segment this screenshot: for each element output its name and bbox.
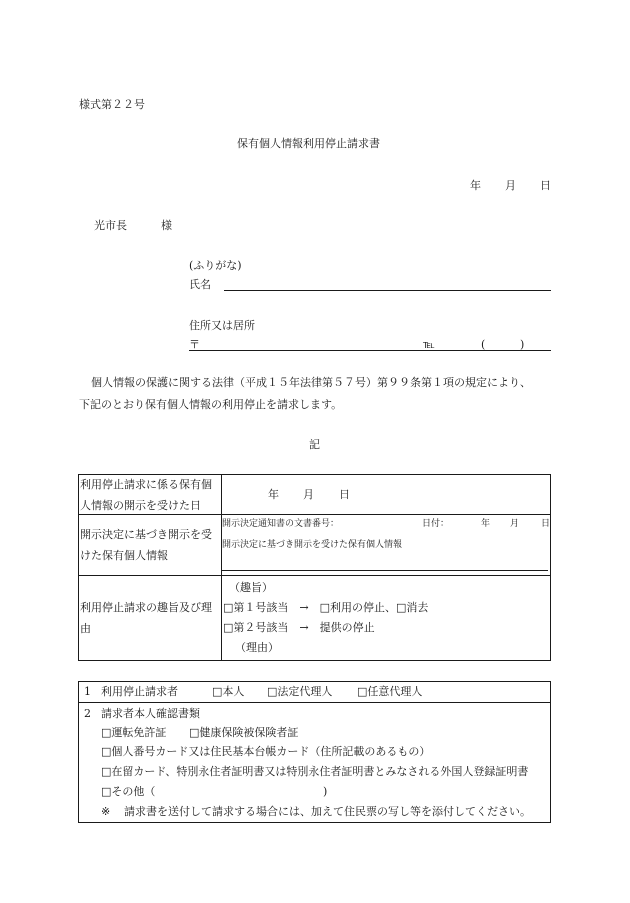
- address-field-line[interactable]: [189, 350, 551, 351]
- row1-label: 利用停止請求に係る保有個人情報の開示を受けた日: [80, 478, 212, 512]
- row2-day: 日: [541, 519, 551, 529]
- row2-date-label: 日付：: [422, 519, 450, 529]
- applicant-table-row-line: [78, 702, 551, 703]
- row3-riyu: （理由）: [235, 641, 279, 654]
- row2-year: 年: [481, 519, 491, 529]
- name-label: 氏名: [189, 278, 211, 291]
- t2-row1-label: 利用停止請求者: [101, 685, 178, 698]
- tel-paren-open: (: [481, 338, 486, 351]
- doc-option-other[interactable]: □その他（: [101, 785, 156, 798]
- note-mark: ※: [101, 805, 111, 818]
- requester-option-self[interactable]: □本人: [212, 685, 245, 698]
- doc-option-other-close: ): [323, 785, 328, 798]
- doc-option-mynumber[interactable]: □個人番号カード又は住民基本台帳カード（住所記載のあるもの）: [101, 745, 431, 758]
- postal-mark: 〒: [189, 338, 200, 351]
- date-month-label: 月: [505, 179, 516, 192]
- addressee-honorific: 様: [161, 219, 172, 232]
- t2-row2-label: 請求者本人確認書類: [101, 707, 200, 720]
- tel-label: ℡: [423, 338, 435, 351]
- row3-label: 利用停止請求の趣旨及び理由: [80, 601, 212, 635]
- row1-day: 日: [339, 488, 350, 501]
- t2-row2-num: 2: [84, 707, 91, 720]
- detail-table-row-line-2: [78, 575, 551, 576]
- address-label: 住所又は居所: [189, 319, 255, 332]
- furigana-label: (ふりがな): [189, 259, 242, 272]
- row1-year: 年: [268, 488, 279, 501]
- doc-option-residence-card[interactable]: □在留カード、特別永住者証明書又は特別永住者証明書とみなされる外国人登録証明書: [101, 765, 529, 778]
- doc-option-license[interactable]: □運転免許証: [101, 726, 167, 739]
- note-text: 請求書を送付して請求する場合には、加えて住民票の写し等を添付してください。: [124, 805, 531, 818]
- form-number: 様式第２２号: [79, 98, 145, 111]
- row1-month: 月: [303, 488, 314, 501]
- addressee: 光市長: [94, 219, 127, 232]
- row2-info-field-line[interactable]: [222, 570, 548, 571]
- row2-label: 開示決定に基づき開示を受けた保有個人情報: [80, 528, 212, 562]
- body-line-2: 下記のとおり保有個人情報の利用停止を請求します。: [79, 398, 343, 411]
- row2-docnum-label: 開示決定通知書の文書番号：: [222, 519, 340, 529]
- row3-item-2[interactable]: □第２号該当 → 提供の停止: [223, 621, 375, 634]
- t2-row1-num: 1: [84, 685, 91, 698]
- row3-item-1[interactable]: □第１号該当 → □利用の停止、□消去: [223, 601, 429, 614]
- date-day-label: 日: [540, 179, 551, 192]
- page-title: 保有個人情報利用停止請求書: [237, 137, 380, 150]
- detail-table-divider: [221, 474, 222, 661]
- requester-option-legal-agent[interactable]: □法定代理人: [267, 685, 333, 698]
- requester-option-voluntary-agent[interactable]: □任意代理人: [357, 685, 423, 698]
- row2-info-label: 開示決定に基づき開示を受けた保有個人情報: [222, 540, 403, 550]
- body-line-1: 個人情報の保護に関する法律（平成１５年法律第５７号）第９９条第１項の規定により、: [91, 376, 531, 389]
- ki-label: 記: [309, 438, 320, 451]
- row2-month: 月: [510, 519, 520, 529]
- name-field-line[interactable]: [224, 290, 551, 291]
- row3-shushi: （趣旨）: [229, 581, 273, 594]
- doc-option-insurance[interactable]: □健康保険被保険者証: [189, 726, 299, 739]
- tel-paren-close: ): [520, 338, 525, 351]
- date-year-label: 年: [470, 179, 481, 192]
